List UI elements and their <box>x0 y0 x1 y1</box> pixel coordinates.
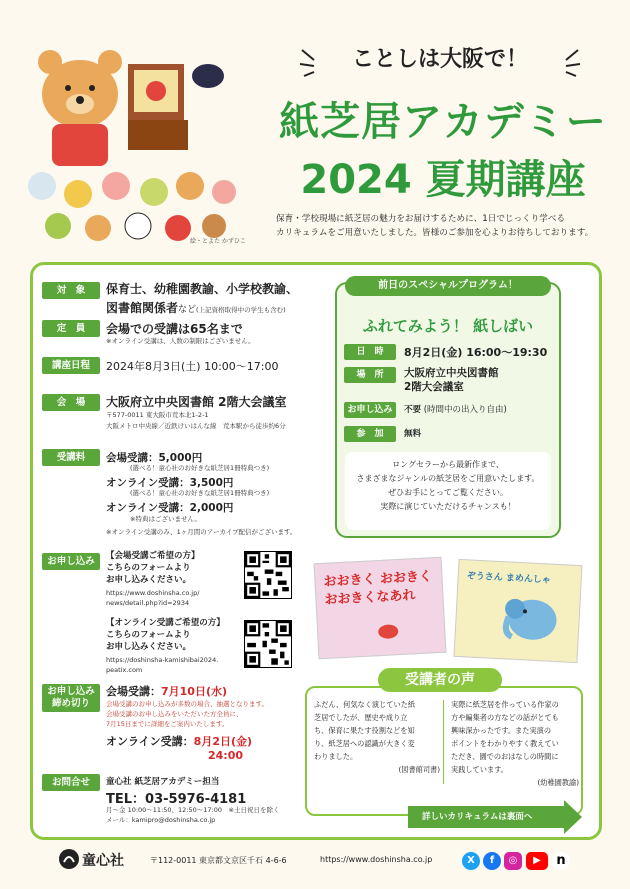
page-title: 紙芝居アカデミー <box>279 99 607 145</box>
contact-mail[interactable]: メール：kamipro@doshinsha.co.jp <box>106 816 216 824</box>
special-program-title: ふれてみよう！ 紙しばい <box>362 317 534 335</box>
elephant-icon <box>501 588 568 645</box>
footer-logo: 童心社 <box>82 853 124 869</box>
label-target: 対 象 <box>42 282 100 299</box>
note-icon[interactable]: n <box>552 852 570 870</box>
accent-lines-right <box>560 48 580 78</box>
intro-text: 保育・学校現場に紙芝居の魅力をお届けするために、1日でじっくり学べる カリキュラムをご用意いたしました。皆様のご参加を心よりお待ちしております。 <box>276 214 594 238</box>
book-cover-1: おおきく おおきく おおきくなあれ <box>314 557 447 660</box>
fee-footnote: ※オンライン受講のみ、1ヶ月間のアーカイブ配信がございます。 <box>106 528 297 536</box>
deadline-online: オンライン受講：8月2日(金) <box>106 735 253 748</box>
label-date: 講座日程 <box>42 357 100 374</box>
label-apply: お申し込み <box>42 553 100 570</box>
apply-venue: 【会場受講ご希望の方】 こちらのフォームより お申し込みください。 <box>106 551 200 585</box>
fee-online2: オンライン受講：2,000円 <box>106 502 234 514</box>
venue-access: 大阪メトロ中央線／近鉄けいはんな線 荒本駅から徒歩約6分 <box>106 422 286 430</box>
facebook-icon[interactable]: f <box>483 852 501 870</box>
deadline-online-time: 24:00 <box>208 749 244 762</box>
footer-url[interactable]: https://www.doshinsha.co.jp <box>320 855 433 864</box>
book1-creature-icon <box>378 624 399 639</box>
qr-code-online[interactable] <box>244 620 292 668</box>
twitter-icon[interactable]: X <box>462 852 480 870</box>
instagram-icon[interactable]: ◎ <box>504 852 522 870</box>
label-contact: お問合せ <box>42 774 100 791</box>
deadline-venue-note: 会場受講のお申し込みが多数の場合、抽選となります。 会場受講のお申し込みをいただいた方全員に、 7月15日までに詳細をご案内いたします。 <box>106 700 268 728</box>
sp-place: 大阪府立中央図書館 2階大会議室 <box>404 367 499 393</box>
sp-label-fee: 参 加 <box>344 426 396 442</box>
label-capacity: 定 員 <box>42 320 100 337</box>
target-text-1: 保育士、幼稚園教諭、小学校教諭、 <box>106 282 299 296</box>
doshinsha-logo-icon <box>58 848 80 870</box>
venue-address: 〒577-0011 東大阪市荒本北1-2-1 <box>106 411 209 419</box>
contact-org: 童心社 紙芝居アカデミー担当 <box>106 777 220 787</box>
special-program-heading: 前日のスペシャルプログラム！ <box>345 276 551 296</box>
voice-2: 実際に紙芝居を作っている作家の 方や編集者の方などの話がとても 興味深かったです。また実演の ポイントをわかりやすく教えてい ただき、園でのおはなしの時間に 実践しています。 (幼稚園教諭) <box>451 700 579 787</box>
sp-label-place: 場 所 <box>344 367 396 383</box>
footer-address: 〒112-0011 東京都文京区千石 4-6-6 <box>150 856 287 865</box>
sp-message: ロングセラーから最新作まで、 さまざまなジャンルの紙芝居をご用意いたします。 ぜひお手にとってご覧ください。 実際に演じていただけるチャンスも！ <box>345 452 551 530</box>
label-fee: 受講料 <box>42 449 100 466</box>
fee-online-note: (選べる！童心社のお好きな紙芝居1冊特典つき) <box>130 489 270 497</box>
more-curriculum-link[interactable]: 詳しいカリキュラムは裏面へ <box>408 806 564 828</box>
accent-lines-left <box>300 48 320 78</box>
contact-tel[interactable]: TEL：03-5976-4181 <box>106 792 247 807</box>
capacity-note: ※オンライン受講は、人数の制限はございません。 <box>106 337 255 345</box>
voices-heading: 受講者の声 <box>378 668 502 692</box>
arrow-right-icon <box>564 800 582 834</box>
book-cover-2: ぞうさん まめんしゃ <box>454 559 583 663</box>
label-deadline: お申し込み 締め切り <box>42 684 100 712</box>
fee-online2-note: ※特典はございません。 <box>130 515 201 523</box>
fee-venue: 会場受講：5,000円 <box>106 452 203 464</box>
venue-text: 大阪府立中央図書館 2階大会議室 <box>106 395 287 409</box>
illustration-credit: 絵・とよた かずひこ <box>190 238 246 245</box>
capacity-text: 会場での受講は65名まで <box>106 322 243 336</box>
sp-date: 8月2日(金) 16:00～19:30 <box>404 346 548 359</box>
apply-online-url[interactable]: https://doshinsha-kamishibai2024. peatix.com <box>106 656 219 674</box>
page-subtitle: 2024 夏期講座 <box>300 157 586 203</box>
apply-online: 【オンライン受講ご希望の方】 こちらのフォームより お申し込みください。 <box>106 618 225 652</box>
label-venue: 会 場 <box>42 394 100 411</box>
target-text-2: 図書館関係者など(上記資格取得中の学生も含む) <box>106 301 286 315</box>
fee-venue-note: (選べる！童心社のお好きな紙芝居1冊特典つき) <box>130 464 270 472</box>
date-text: 2024年8月3日(土) 10:00～17:00 <box>106 360 279 373</box>
sp-label-apply: お申し込み <box>344 402 396 418</box>
sp-apply: 不要 (時間中の出入り自由) <box>404 405 507 415</box>
deadline-venue: 会場受講：7月10日(水) <box>106 685 228 698</box>
fee-online: オンライン受講：3,500円 <box>106 477 234 489</box>
kamishibai-illustration <box>18 36 244 248</box>
voice-1: ふだん、何気なく演じていた紙 芝居でしたが、歴史や成り立 ち、保育に果たす役割などを知 り、紙芝居への認識が大きく変 わりました。 (図書館司書) <box>314 700 440 774</box>
apply-venue-url[interactable]: https://www.doshinsha.co.jp/ news/detail.php?id=2934 <box>106 589 200 607</box>
voices-divider <box>443 700 444 784</box>
contact-hours: 月～金 10:00～11:50、12:50～17:00 ※土日祝日を除く <box>106 806 280 814</box>
sp-label-date: 日 時 <box>344 344 396 360</box>
youtube-icon[interactable]: ▶ <box>526 852 548 870</box>
catch-copy: ことしは大阪で！ <box>351 47 528 72</box>
qr-code-venue[interactable] <box>244 551 292 599</box>
sp-fee: 無料 <box>404 429 422 439</box>
